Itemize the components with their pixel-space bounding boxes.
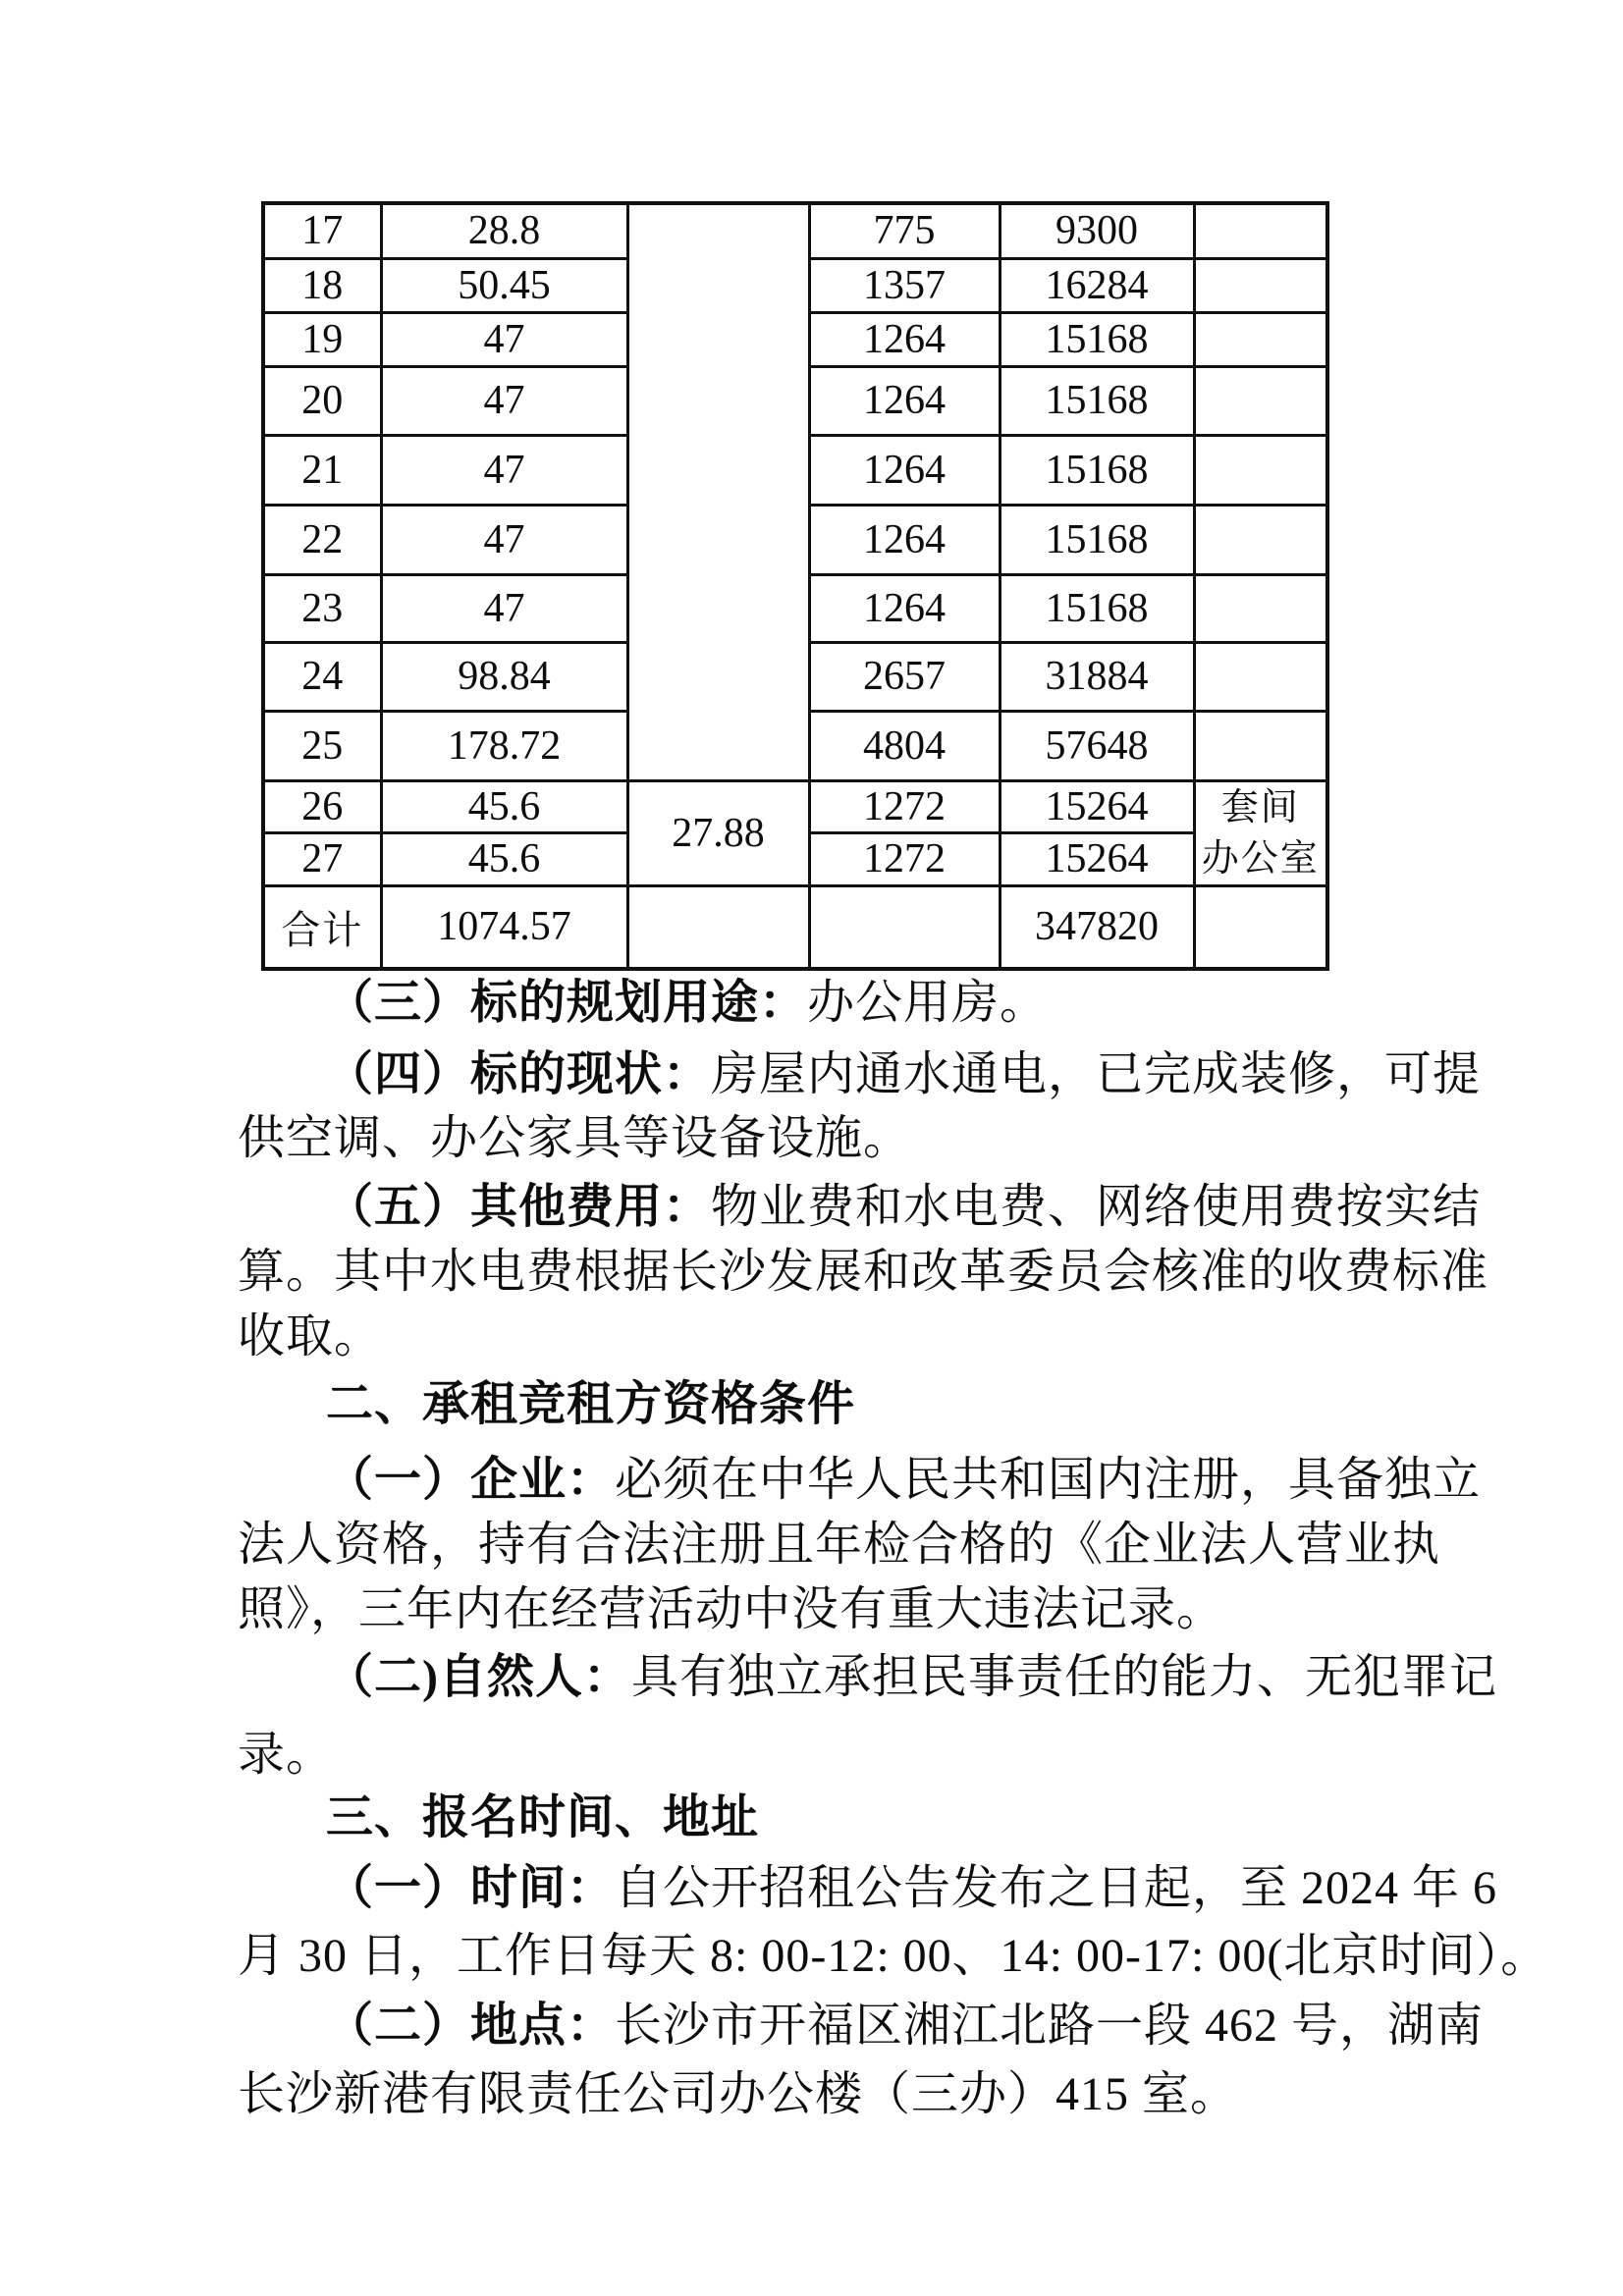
cell-rent-year: 15168 [1000, 574, 1194, 642]
cell-remark-total [1194, 885, 1327, 969]
cell-area: 28.8 [381, 203, 627, 258]
cell-room-no: 23 [263, 574, 381, 642]
cell-room-no: 17 [263, 203, 381, 258]
cell-area: 47 [381, 366, 627, 435]
cell-rent-year: 16284 [1000, 258, 1194, 312]
cell-room-no: 20 [263, 366, 381, 435]
cell-remark-suite: 套间 办公室 [1194, 780, 1327, 885]
text-segment: 长沙市开福区湘江北路一段 462 号，湖南 [615, 2000, 1485, 2052]
cell-rent-year: 347820 [1000, 885, 1194, 969]
cell-rent-year: 15168 [1000, 312, 1194, 366]
cell-area: 47 [381, 505, 627, 574]
label-segment: 三、报名时间、地址 [326, 1791, 760, 1843]
text-line-labeled [326, 1180, 1481, 1234]
text-line [238, 1728, 334, 1782]
cell-rent-month: 1264 [809, 312, 1000, 366]
label-segment: （一）企业： [326, 1454, 616, 1506]
cell-area: 178.72 [381, 711, 627, 780]
cell-remark-empty [1194, 366, 1327, 435]
cell-rent-year: 15168 [1000, 505, 1194, 574]
cell-rent-month: 1272 [809, 780, 1000, 833]
table-row [263, 885, 1327, 969]
label-segment: （四）标的现状： [326, 1048, 712, 1100]
cell-remark-empty [1194, 435, 1327, 505]
text-segment: 收取。 [238, 1310, 383, 1362]
text-segment: 物业费和水电费、网络使用费按实结 [711, 1181, 1482, 1233]
cell-room-no: 24 [263, 642, 381, 711]
text-line [238, 1929, 1548, 1983]
text-line-labeled [326, 1861, 1497, 1915]
cell-area: 47 [381, 312, 627, 366]
text-segment: 录。 [238, 1729, 335, 1781]
text-line [238, 1518, 1440, 1572]
lease-table-body [263, 203, 1327, 969]
cell-remark-empty [1194, 258, 1327, 312]
cell-rent-year: 15264 [1000, 833, 1194, 886]
text-line-labeled [326, 1377, 855, 1431]
text-segment: 月 30 日，工作日每天 8: 00-12: 00、14: 00-17: 00(北京时间）。 [238, 1930, 1549, 1982]
text-line-labeled [326, 1453, 1481, 1507]
text-line-labeled [326, 1999, 1484, 2053]
cell-rent-month: 1272 [809, 833, 1000, 886]
label-segment: 二、承租竞租方资格条件 [326, 1378, 856, 1430]
cell-room-no: 22 [263, 505, 381, 574]
cell-room-no: 19 [263, 312, 381, 366]
cell-remark-empty [1194, 642, 1327, 711]
cell-area: 98.84 [381, 642, 627, 711]
cell-rent-year: 31884 [1000, 642, 1194, 711]
lease-table [261, 201, 1329, 971]
cell-room-no: 合计 [263, 885, 381, 969]
text-line-labeled [326, 1650, 1497, 1704]
cell-rent-year: 15168 [1000, 435, 1194, 505]
label-segment: （二)自然人： [326, 1651, 631, 1703]
cell-remark-empty [1194, 203, 1327, 258]
text-segment: 法人资格，持有合法注册且年检合格的《企业法人营业执 [238, 1519, 1441, 1571]
cell-room-no: 26 [263, 780, 381, 833]
cell-rent-year: 15264 [1000, 780, 1194, 833]
table-row [263, 780, 1327, 833]
cell-remark-empty [1194, 505, 1327, 574]
cell-room-no: 25 [263, 711, 381, 780]
cell-remark-empty [1194, 312, 1327, 366]
cell-rent-month: 1264 [809, 574, 1000, 642]
cell-area: 45.6 [381, 780, 627, 833]
text-segment: 长沙新港有限责任公司办公楼（三办）415 室。 [238, 2068, 1239, 2120]
cell-rent-month: 1264 [809, 366, 1000, 435]
cell-rent-month: 2657 [809, 642, 1000, 711]
cell-remark-empty [1194, 574, 1327, 642]
cell-rent-month: 775 [809, 203, 1000, 258]
cell-shared-area-empty [627, 203, 809, 780]
cell-rent-year: 57648 [1000, 711, 1194, 780]
text-line-labeled [326, 976, 1048, 1030]
text-segment: 照》，三年内在经营活动中没有重大违法记录。 [238, 1583, 1225, 1635]
cell-area: 47 [381, 574, 627, 642]
cell-rent-year: 9300 [1000, 203, 1194, 258]
cell-rent-month: 1264 [809, 505, 1000, 574]
cell-shared-area-value: 27.88 [627, 780, 809, 885]
text-line-labeled [326, 1790, 759, 1844]
text-line [238, 2067, 1238, 2121]
cell-room-no: 27 [263, 833, 381, 886]
cell-area: 47 [381, 435, 627, 505]
cell-shared-area-total [627, 885, 809, 969]
cell-room-no: 18 [263, 258, 381, 312]
cell-room-no: 21 [263, 435, 381, 505]
text-line [238, 1582, 1224, 1636]
text-segment: 具有独立承担民事责任的能力、无犯罪记 [631, 1651, 1498, 1703]
cell-rent-month [809, 885, 1000, 969]
text-line-labeled [326, 1047, 1481, 1101]
text-segment: 房屋内通水通电，已完成装修，可提 [711, 1048, 1482, 1100]
text-segment: 供空调、办公家具等设备设施。 [238, 1112, 912, 1164]
label-segment: （二）地点： [326, 2000, 616, 2052]
cell-rent-month: 1264 [809, 435, 1000, 505]
text-segment: 自公开招租公告发布之日起，至 2024 年 6 [615, 1862, 1498, 1914]
cell-remark-empty [1194, 711, 1327, 780]
text-line [238, 1245, 1488, 1299]
text-segment: 办公用房。 [807, 977, 1049, 1029]
text-segment: 算。其中水电费根据长沙发展和改革委员会核准的收费标准 [238, 1246, 1489, 1298]
text-segment: 必须在中华人民共和国内注册，具备独立 [615, 1454, 1482, 1506]
cell-rent-month: 4804 [809, 711, 1000, 780]
cell-area: 45.6 [381, 833, 627, 886]
cell-area: 50.45 [381, 258, 627, 312]
text-line [238, 1309, 382, 1363]
label-segment: （三）标的规划用途： [326, 977, 808, 1029]
text-line [238, 1111, 911, 1165]
label-segment: （五）其他费用： [326, 1181, 712, 1233]
cell-area: 1074.57 [381, 885, 627, 969]
label-segment: （一）时间： [326, 1862, 616, 1914]
table-row [263, 203, 1327, 258]
cell-rent-year: 15168 [1000, 366, 1194, 435]
cell-rent-month: 1357 [809, 258, 1000, 312]
